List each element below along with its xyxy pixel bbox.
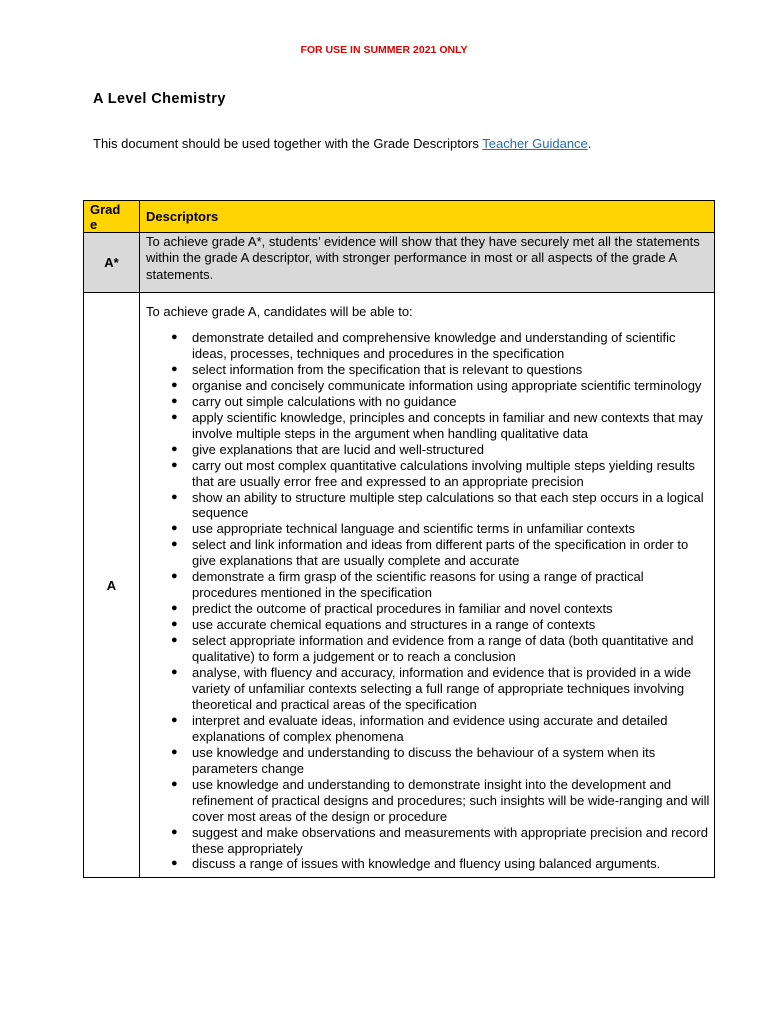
criteria-text: organise and concisely communicate information using appropriate scientific terminology: [192, 377, 702, 393]
criteria-list-item: [146, 410, 710, 442]
criteria-text: use appropriate technical language and scientific terms in unfamiliar contexts: [192, 521, 635, 537]
bullet-icon: ●: [171, 522, 178, 535]
bullet-icon: ●: [171, 410, 178, 423]
criteria-list-item: [146, 745, 710, 777]
criteria-list-item: [146, 617, 710, 633]
grade-column-header-label: Grad e: [90, 202, 121, 232]
criteria-text: select information from the specification that is relevant to questions: [192, 361, 583, 377]
bullet-icon: ●: [171, 362, 178, 375]
criteria-text: demonstrate a firm grasp of the scientific reasons for using a range of practical procedures mentioned in the specification: [192, 569, 644, 601]
criteria-text: demonstrate detailed and comprehensive knowledge and understanding of scientific ideas, processes, techniques and procedures in the specification: [192, 330, 676, 361]
grade-a-descriptor: [140, 293, 715, 878]
criteria-list-item: [146, 362, 710, 378]
criteria-list-item: [146, 825, 710, 857]
grade-a-label: A: [84, 293, 140, 878]
criteria-list-item: [146, 856, 710, 872]
bullet-icon: ●: [171, 378, 178, 391]
criteria-text: show an ability to structure multiple step calculations so that each step occurs in a logical sequence: [192, 489, 704, 521]
teacher-guidance-link[interactable]: Teacher Guidance: [482, 136, 588, 151]
criteria-text: predict the outcome of practical procedures in familiar and novel contexts: [192, 601, 613, 617]
document-title: A Level Chemistry: [93, 91, 226, 107]
bullet-icon: ●: [171, 538, 178, 551]
grade-column-header: [84, 201, 140, 233]
criteria-text: carry out simple calculations with no guidance: [192, 393, 457, 409]
bullet-icon: ●: [171, 777, 178, 790]
bullet-icon: ●: [171, 857, 178, 870]
bullet-icon: ●: [171, 394, 178, 407]
criteria-list-item: [146, 378, 710, 394]
intro-text-before: This document should be used together with the Grade Descriptors: [93, 136, 483, 151]
grade-descriptors-table: [83, 200, 715, 878]
bullet-icon: ●: [171, 490, 178, 503]
bullet-icon: ●: [171, 331, 178, 343]
bullet-icon: ●: [171, 618, 178, 631]
grade-astar-label: A*: [84, 233, 140, 293]
table-header-row: [84, 201, 715, 233]
criteria-list-item: [146, 537, 710, 569]
intro-text: [93, 136, 591, 151]
criteria-text: select appropriate information and evidence from a range of data (both quantitative and qualitative) to form a judgement or to reach a conclusion: [192, 633, 694, 665]
criteria-list-item: [146, 633, 710, 665]
intro-text-after: .: [587, 136, 592, 151]
grade-a-lead-text: To achieve grade A, candidates will be able to:: [146, 304, 413, 319]
criteria-text: apply scientific knowledge, principles and concepts in familiar and new contexts that may involve multiple steps in the argument when handling qualitative data: [192, 409, 703, 441]
criteria-text: interpret and evaluate ideas, information and evidence using accurate and detailed explanations of complex phenomena: [192, 712, 668, 744]
criteria-list-item: [146, 777, 710, 825]
criteria-list-item: [146, 458, 710, 490]
bullet-icon: ●: [171, 458, 178, 471]
grade-a-criteria-list: [146, 330, 710, 872]
summer-2021-banner: FOR USE IN SUMMER 2021 ONLY: [300, 44, 468, 56]
bullet-icon: ●: [171, 666, 178, 679]
bullet-icon: ●: [171, 602, 178, 615]
criteria-list-item: [146, 665, 710, 713]
criteria-list-item: [146, 490, 710, 522]
criteria-list-item: [146, 442, 710, 458]
descriptors-column-header: Descriptors: [140, 201, 715, 233]
bullet-icon: ●: [171, 745, 178, 758]
grade-astar-descriptor: To achieve grade A*, students’ evidence will show that they have securely met all the statements within the grade A descriptor, with stronger performance in most or all aspects of the grade A statements.: [140, 233, 715, 293]
criteria-text: use accurate chemical equations and structures in a range of contexts: [192, 617, 596, 633]
criteria-text: select and link information and ideas from different parts of the specification in order to give explanations that are usually complete and accurate: [192, 537, 689, 569]
criteria-list-item: [146, 330, 710, 362]
criteria-list-item: [146, 569, 710, 601]
bullet-icon: ●: [171, 713, 178, 726]
bullet-icon: ●: [171, 442, 178, 455]
criteria-list-item: [146, 713, 710, 745]
criteria-list-item: [146, 521, 710, 537]
criteria-text: analyse, with fluency and accuracy, information and evidence that is provided in a wide variety of unfamiliar contexts selecting a full range of appropriate techniques involving theoretical and practical areas of the specification: [192, 665, 692, 712]
grade-astar-row: [84, 233, 715, 293]
grade-a-row: [84, 293, 715, 878]
bullet-icon: ●: [171, 825, 178, 838]
criteria-list-item: [146, 601, 710, 617]
criteria-text: use knowledge and understanding to discuss the behaviour of a system when its parameters change: [192, 744, 656, 776]
criteria-list-item: [146, 394, 710, 410]
bullet-icon: ●: [171, 634, 178, 647]
criteria-text: use knowledge and understanding to demonstrate insight into the development and refinement of practical designs and procedures; such insights will be wide-ranging and will cover most areas of the design or procedure: [192, 776, 710, 824]
criteria-text: carry out most complex quantitative calculations involving multiple steps yielding results that are usually error free and expressed to an appropriate precision: [192, 457, 695, 489]
criteria-text: discuss a range of issues with knowledge and fluency using balanced arguments.: [192, 856, 661, 872]
criteria-text: suggest and make observations and measurements with appropriate precision and record these appropriately: [192, 824, 708, 856]
bullet-icon: ●: [171, 570, 178, 583]
criteria-text: give explanations that are lucid and well-structured: [192, 441, 484, 457]
